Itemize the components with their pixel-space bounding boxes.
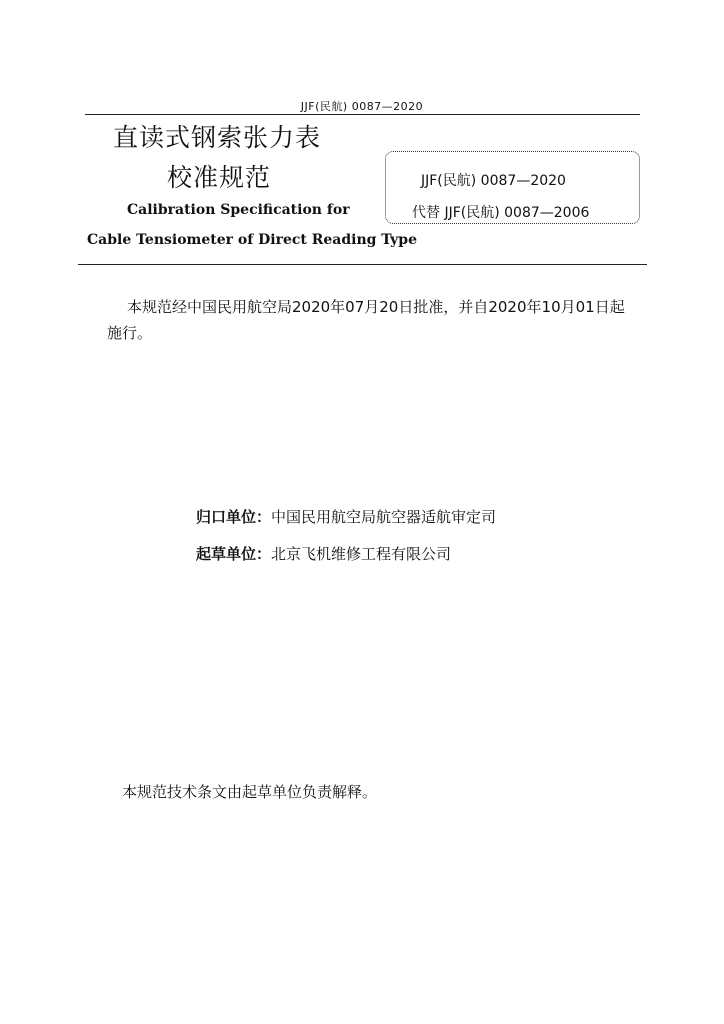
responsible-unit-label: 归口单位： (196, 508, 272, 526)
drafting-unit-row (196, 543, 451, 564)
standard-code: JJF(民航) 0087—2020 (421, 173, 566, 189)
drafting-unit-label: 起草单位： (196, 545, 272, 563)
responsible-unit-value: 中国民用航空局航空器适航审定司 (271, 508, 497, 526)
title-chinese-line2: 校准规范 (167, 163, 272, 192)
interpretation-note: 本规范技术条文由起草单位负责解释。 (122, 783, 378, 801)
approval-statement-line2: 施行。 (107, 324, 153, 342)
title-english-line2: Cable Tensiometer of Direct Reading Type (87, 232, 417, 248)
title-chinese-line1: 直读式钢索张力表 (113, 123, 322, 152)
drafting-unit-value: 北京飞机维修工程有限公司 (271, 545, 452, 563)
bottom-divider (78, 264, 647, 265)
replaced-standard-code: 代替 JJF(民航) 0087—2006 (412, 205, 590, 221)
header-standard-code: JJF(民航) 0087—2020 (300, 100, 424, 113)
top-divider (85, 114, 640, 115)
approval-statement-line1: 本规范经中国民用航空局2020年07月20日批准，并自2020年10月01日起 (127, 298, 625, 316)
responsible-unit-row (196, 506, 496, 527)
title-english-line1: Calibration Specification for (127, 202, 350, 218)
